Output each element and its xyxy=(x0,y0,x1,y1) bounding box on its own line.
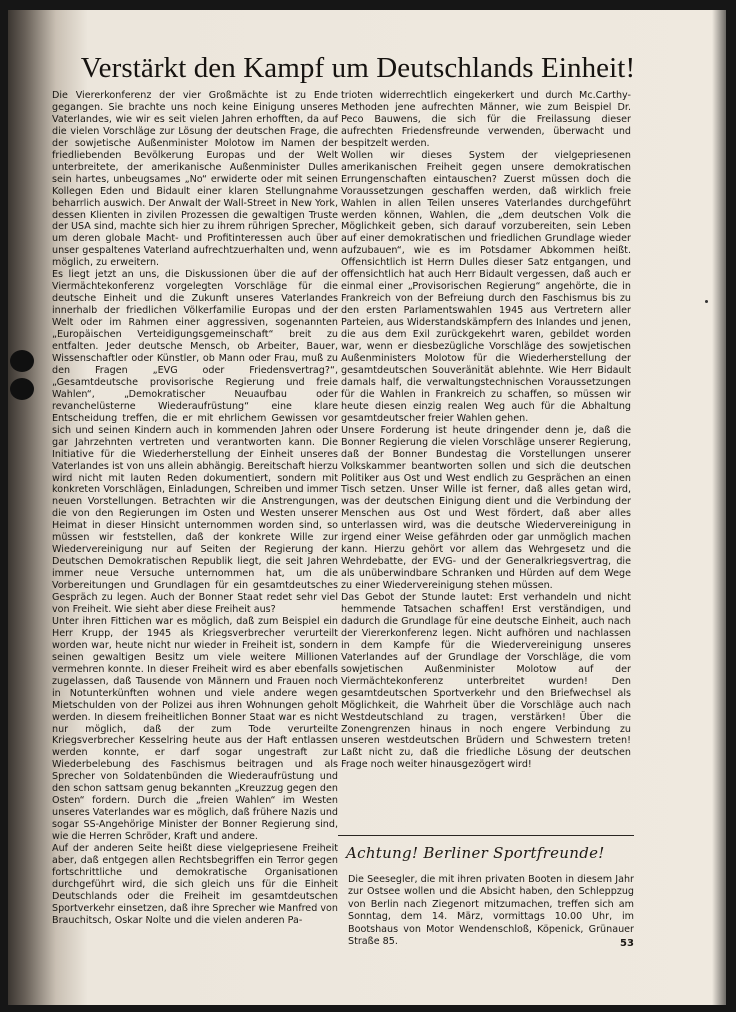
ink-speck xyxy=(705,300,708,303)
paragraph: Es liegt jetzt an uns, die Diskussionen über die auf der Viermächtekonferenz vorgelegten Vorschläge für die deutsche Einheit und die Zukunft unseres Vaterlandes innerhalb der friedlichen Völkerfamilie Europas und der Welt oder im Rahmen einer aggressiven, sogenannten „Europäischen Verteidigungsgemeinschaft“ breit zu entfalten. Jeder deutsche Mensch, ob Arbeiter, Bauer, Wissenschaftler oder Künstler, ob Mann oder Frau, muß zu den Fragen „EVG oder Friedensvertrag?“, „Gesamtdeutsche provisorische Regierung und freie Wahlen“, „Demokratischer Neuaufbau oder revanchelüsterne Wiederaufrüstung“ eine klare Entscheidung treffen, die er mit ehrlichem Gewissen vor sich und seinen Kindern auch in kommenden Jahren oder gar Jahrzehnten vertreten und verantworten kann. Die Initiative für die Wiederherstellung der Einheit unseres Vaterlandes ist von uns allein abhängig. Bereitschaft hierzu wird nicht mit lauten Reden dokumentiert, sondern mit konkreten Vorschlägen, Einladungen, Schreiben und immer neuen Vorstellungen. Betrachten wir die Anstrengungen, die von den Regierungen im Osten und Westen unserer Heimat in dieser Hinsicht unternommen worden sind, so müssen wir feststellen, daß der konkrete Wille zur Wiedervereinigung nur auf Seiten der Regierung der Deutschen Demokratischen Republik liegt, die seit Jahren immer neue Versuche unternommen hat, um die Vorbereitungen und Grundlagen für ein gesamtdeutsches Gespräch zu legen. Auch der Bonner Staat redet sehr viel von Freiheit. Wie sieht aber diese Freiheit aus? xyxy=(52,269,338,615)
punch-hole xyxy=(10,350,34,372)
paragraph: Unter ihren Fittichen war es möglich, daß zum Beispiel ein Herr Krupp, der 1945 als Kriegsverbrecher verurteilt worden war, heute nicht nur wieder in Freiheit ist, sondern seinen gewaltigen Besitz um viele weitere Millionen vermehren konnte. In dieser Freiheit wird es aber ebenfalls zugelassen, daß Tausende von Männern und Frauen noch in Notunterkünften wohnen und viele andere wegen Mietschulden von der Polizei aus ihren Wohnungen geholt werden. In diesem freiheitlichen Bonner Staat war es nicht nur möglich, daß der zum Tode verurteilte Kriegsverbrecher Kesselring heute aus der Haft entlassen werden konnte, er darf sogar ungestraft zur Wiederbelebung des Faschismus beitragen und als Sprecher von Soldatenbünden die Wiederaufrüstung und den schon sattsam genug bekannten „Kreuzzug gegen den Osten“ fordern. Durch die „freien Wahlen“ im Westen unseres Vaterlandes war es möglich, daß frühere Nazis und sogar SS-Angehörige Minister der Bonner Regierung sind, wie die Herren Schröder, Kraft und andere. xyxy=(52,615,338,843)
page-edge-shadow xyxy=(712,10,726,1005)
paragraph: Wollen wir dieses System der vielgepriesenen amerikanischen Freiheit gegen unsere demokratischen Errungenschaften eintauschen? Zuerst müssen doch die Voraussetzungen geschaffen werden, daß wirklich freie Wahlen in allen Teilen unseres Vaterlandes durchgeführt werden können, Wahlen, die „dem deutschen Volk die Möglichkeit geben, sich darauf vorzubereiten, sein Leben auf einer demokratischen und friedlichen Grundlage wieder aufzubauen“, wie es im Potsdamer Abkommen heißt. Offensichtlich ist Herrn Dulles dieser Satz entgangen, und offensichtlich hat auch Herr Bidault vergessen, daß auch er einmal einer „Provisorischen Regierung“ angehörte, die in Frankreich von der Befreiung durch den Faschismus bis zu den ersten Parlamentswahlen 1945 aus Vertretern aller Parteien, aus Widerstandskämpfern des Inlandes und jenen, die aus dem Exil zurückgekehrt waren, gebildet worden war, wenn er diesbezügliche Vorschläge des sowjetischen Außenministers Molotow für die Wiederherstellung der gesamtdeutschen Souveränität ablehnte. Wie Herr Bidault damals half, die verwaltungstechnischen Voraussetzungen für die Wahlen in Frankreich zu schaffen, so müssen wir heute diesen einzig realen Weg auch für die Abhaltung gesamtdeutscher freier Wahlen gehen. xyxy=(341,149,631,424)
right-text-column xyxy=(341,90,631,771)
paragraph: Das Gebot der Stunde lautet: Erst verhandeln und nicht hemmende Tatsachen schaffen! Erst verständigen, und dadurch die Grundlage für eine deutsche Einheit, auch nach der Viererkonferenz legen. Nicht aufhören und nachlassen in dem Kampfe für die Wiedervereinigung unseres Vaterlandes auf der Grundlage der Vorschläge, die vom sowjetischen Außenminister Molotow auf der Viermächtekonferenz unterbreitet wurden! Den gesamtdeutschen Sportverkehr und den Briefwechsel als Möglichkeit, die Wahrheit über die Vorschläge auch nach Westdeutschland zu tragen, verstärken! Über die Zonengrenzen hinaus in noch engere Verbindung zu unseren westdeutschen Brüdern und Schwestern treten! Laßt nicht zu, daß die friedliche Lösung der deutschen Frage noch weiter hinausgezögert wird! xyxy=(341,592,631,771)
binding-holes xyxy=(10,350,36,400)
notice-heading: Achtung! Berliner Sportfreunde! xyxy=(346,844,605,862)
page-number: 53 xyxy=(620,938,634,949)
left-text-column xyxy=(52,90,338,927)
paragraph: trioten widerrechtlich eingekerkert und durch Mc.Carthy-Methoden jene aufrechten Männer, wie zum Beispiel Dr. Peco Bauwens, die sich für die Freilassung dieser aufrechten Friedensfreunde verwenden, überwacht und bespitzelt werden. xyxy=(341,90,631,149)
paragraph: Auf der anderen Seite heißt diese vielgepriesene Freiheit aber, daß entgegen allen Rechtsbegriffen ein Terror gegen fortschrittliche und demokratische Organisationen durchgeführt wird, die sich gleich uns für die Einheit Deutschlands oder die Freiheit im gesamtdeutschen Sportverkehr einsetzen, daß ihre Sprecher wie Manfred von Brauchitsch, Oskar Nolte und die vielen anderen Pa- xyxy=(52,843,338,926)
notice-body: Die Seesegler, die mit ihren privaten Booten in diesem Jahr zur Ostsee wollen und die Absicht haben, den Schleppzug von Berlin nach Ziegenort mitzumachen, treffen sich am Sonntag, dem 14. März, vormittags 10.00 Uhr, im Bootshaus von Motor Wendenschloß, Köpenick, Grünauer Straße 85. xyxy=(348,874,634,948)
sport-notice-box xyxy=(338,835,634,948)
article-title: Verstärkt den Kampf um Deutschlands Einheit! xyxy=(80,52,636,84)
punch-hole xyxy=(10,378,34,400)
paragraph: Die Viererkonferenz der vier Großmächte ist zu Ende gegangen. Sie brachte uns noch keine Einigung unseres Vaterlandes, wie wir es seit vielen Jahren erhofften, da auf die vielen Vorschläge zur Lösung der deutschen Frage, die der sowjetische Außenminister Molotow im Namen der friedliebenden Bevölkerung Europas und der Welt unterbreitete, der amerikanische Außenminister Dulles sein hartes, unbeugsames „No“ erwiderte oder mit seinen Kollegen Eden und Bidault einer klaren Stellungnahme beharrlich auswich. Der Anwalt der Wall-Street in New York, dessen Klienten in zivilen Prozessen die gewaltigen Truste der USA sind, machte sich hier zu ihrem rührigen Sprecher, um deren globale Macht- und Profitinteressen auch über unser gespaltenes Vaterland aufrechtzuerhalten und, wenn möglich, zu erweitern. xyxy=(52,90,338,269)
magazine-page xyxy=(8,10,726,1005)
paragraph: Unsere Forderung ist heute dringender denn je, daß die Bonner Regierung die vielen Vorschläge unserer Regierung, daß der Bonner Bundestag die Vorstellungen unserer Volkskammer beantworten sollen und sich die deutschen Politiker aus Ost und West endlich zu Gesprächen an einen Tisch setzen. Unser Wille ist ferner, daß alles getan wird, was der deutschen Einigung dient und die Verbindung der Menschen aus Ost und West fördert, daß aber alles unterlassen wird, was die deutsche Wiedervereinigung in irgend einer Weise gefährden oder gar unmöglich machen kann. Hierzu gehört vor allem das Wehrgesetz und die Wehrdebatte, der EVG- und der Generalkriegsvertrag, die als unüberwindbare Schranken und Hürden auf dem Wege zu einer Wiedervereinigung stehen müssen. xyxy=(341,424,631,592)
